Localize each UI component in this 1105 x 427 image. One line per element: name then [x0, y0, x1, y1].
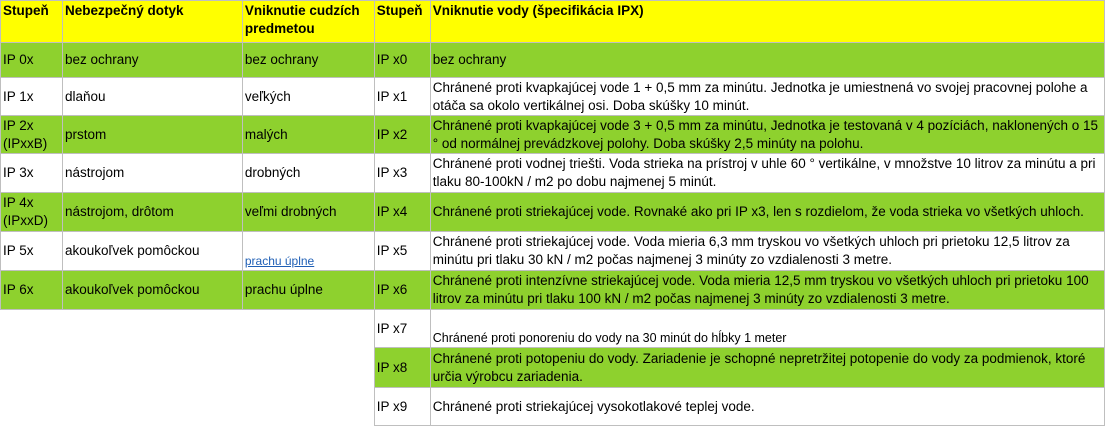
- table-row: [1, 43, 1105, 78]
- voda-cell: Chránené proti striekajúcej vode. Rovnaké ako pri IP x3, len s rozdielom, že voda strieka vo všetkých uhloch.: [430, 193, 1104, 232]
- ipx-code: IP x2: [374, 116, 430, 154]
- ipx-code: IP x9: [374, 388, 430, 426]
- table-row: [1, 232, 1105, 271]
- table-row: [1, 154, 1105, 193]
- table-row: [1, 271, 1105, 310]
- voda-cell: Chránené proti striekajúcej vode. Voda mieria 6,3 mm tryskou vo všetkých uhloch pri prietoku 12,5 litrov za minútu pri tlaku 30 kN / m2 počas najmenej 3 minúty zo vzdialenosti 3 metre.: [430, 232, 1104, 271]
- voda-cell: Chránené proti vodnej triešti. Voda strieka na prístroj v uhle 60 ° vertikálne, v množstve 10 litrov za minútu a pri tlaku 80-100kN / m2 po dobu najmenej 5 minút.: [430, 154, 1104, 193]
- table-row: [1, 116, 1105, 154]
- table-row: [1, 348, 1105, 388]
- dotyk-cell: nástrojom: [62, 154, 242, 193]
- ipx-code: IP x1: [374, 78, 430, 116]
- ip-code: IP 6x: [1, 271, 63, 310]
- ipx-code: IP x0: [374, 43, 430, 78]
- header-stupen: Stupeň: [1, 1, 63, 43]
- predmety-cell: veľmi drobných: [242, 193, 374, 232]
- ip-code: IP 4x (IPxxD): [1, 193, 63, 232]
- ip-code: IP 2x (IPxxB): [1, 116, 63, 154]
- predmety-cell: bez ochrany: [242, 43, 374, 78]
- predmety-cell: prachu úplne: [242, 271, 374, 310]
- ipx-code: IP x3: [374, 154, 430, 193]
- table-row: [1, 193, 1105, 232]
- table-row: [1, 78, 1105, 116]
- predmety-cell: [242, 232, 374, 271]
- ip-code: IP 3x: [1, 154, 63, 193]
- dotyk-cell: nástrojom, drôtom: [62, 193, 242, 232]
- voda-cell: bez ochrany: [430, 43, 1104, 78]
- ipx-code: IP x5: [374, 232, 430, 271]
- dotyk-cell: dlaňou: [62, 78, 242, 116]
- header-stupen-ipx: Stupeň: [374, 1, 430, 43]
- voda-cell: Chránené proti striekajúcej vysokotlakové teplej vode.: [430, 388, 1104, 426]
- predmety-cell: veľkých: [242, 78, 374, 116]
- table-row: [1, 310, 1105, 348]
- dotyk-cell: akoukoľvek pomôckou: [62, 271, 242, 310]
- voda-cell: Chránené proti ponoreniu do vody na 30 minút do hĺbky 1 meter: [430, 310, 1104, 348]
- ip-code: IP 0x: [1, 43, 63, 78]
- ipx-code: IP x7: [374, 310, 430, 348]
- voda-cell: Chránené proti potopeniu do vody. Zariadenie je schopné nepretržitej potopenie do vody za podmienok, ktoré určia výrobcu zariadenia.: [430, 348, 1104, 388]
- ip-code: IP 1x: [1, 78, 63, 116]
- header-vniknutie-vody: Vniknutie vody (špecifikácia IPX): [430, 1, 1104, 43]
- ipx-code: IP x4: [374, 193, 430, 232]
- predmety-cell: drobných: [242, 154, 374, 193]
- predmety-cell: malých: [242, 116, 374, 154]
- dotyk-cell: akoukoľvek pomôckou: [62, 232, 242, 271]
- ipx-code: IP x8: [374, 348, 430, 388]
- prachu-uplne-link[interactable]: prachu úplne: [244, 254, 315, 268]
- header-row: [1, 1, 1105, 43]
- ipx-code: IP x6: [374, 271, 430, 310]
- voda-cell: Chránené proti kvapkajúcej vode 3 + 0,5 mm za minútu, Jednotka je testovaná v 4 pozíciách, naklonených o 15 ° od normálnej prevádzkovej polohy. Doba skúšky 2,5 minúty na polohu.: [430, 116, 1104, 154]
- dotyk-cell: prstom: [62, 116, 242, 154]
- ip-code: IP 5x: [1, 232, 63, 271]
- dotyk-cell: bez ochrany: [62, 43, 242, 78]
- voda-cell: Chránené proti kvapkajúcej vode 1 + 0,5 mm za minútu. Jednotka je umiestnená vo svojej pracovnej polohe a otáča sa okolo vertikálnej osi. Doba skúšky 10 minút.: [430, 78, 1104, 116]
- voda-cell: Chránené proti intenzívne striekajúcej vode. Voda mieria 12,5 mm tryskou vo všetkých uhloch pri prietoku 100 litrov za minútu pri tlaku 100 kN / m2 počas najmenej 3 minúty zo vzdialenosti 3 metre.: [430, 271, 1104, 310]
- header-nebezpecny-dotyk: Nebezpečný dotyk: [62, 1, 242, 43]
- header-vniknutie-predmetov: Vniknutie cudzích predmetou: [242, 1, 374, 43]
- table-row: [1, 388, 1105, 426]
